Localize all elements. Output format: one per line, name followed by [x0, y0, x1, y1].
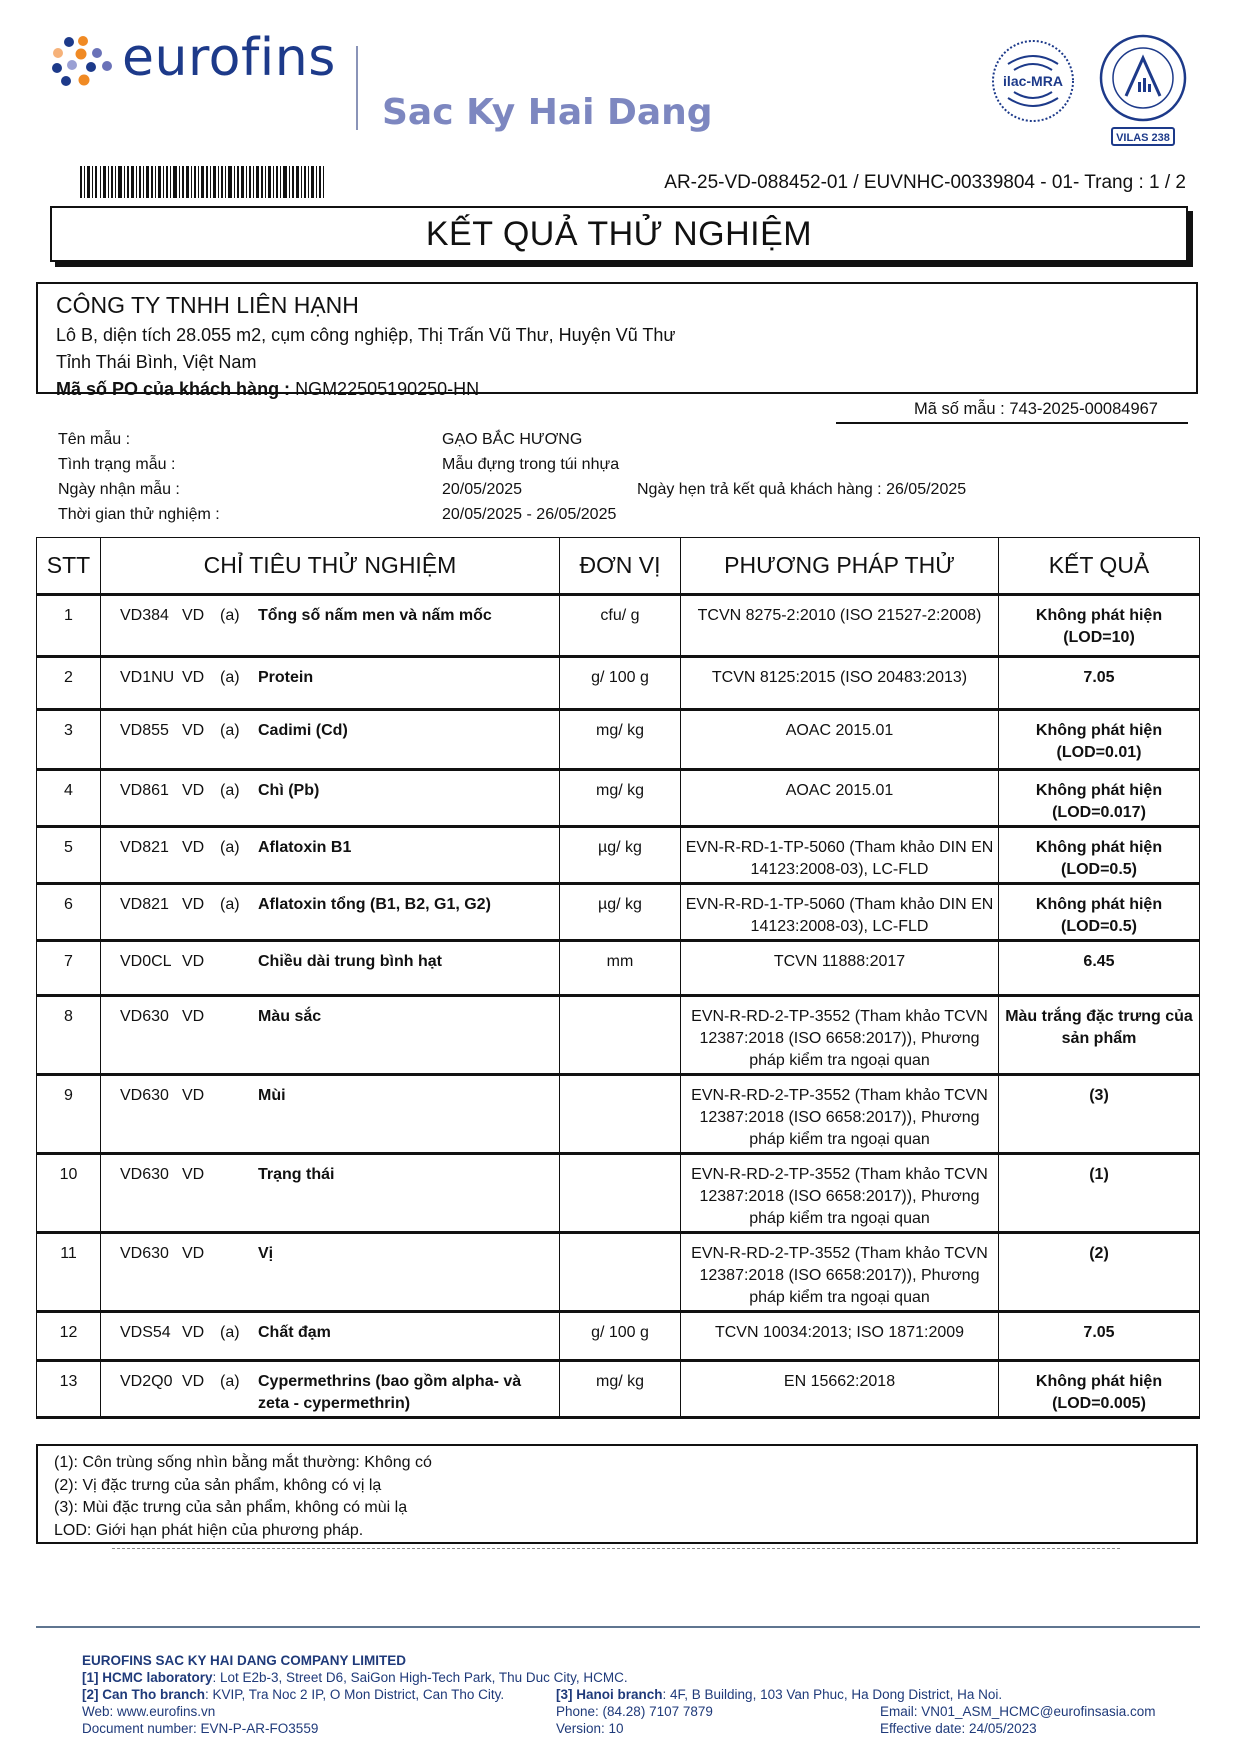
row-lab: VD [182, 1245, 205, 1262]
report-reference: AR-25-VD-088452-01 / EUVNHC-00339804 - 01- Trang : 1 / 2 [664, 172, 1186, 193]
row-accreditation-flag: (a) [220, 1324, 240, 1341]
notes-box [36, 1444, 1198, 1544]
footer-rule [36, 1626, 1200, 1628]
row-accreditation-flag: (a) [220, 896, 240, 913]
row-code: VD630 [120, 1087, 169, 1104]
row-unit: mg/ kg [560, 770, 681, 827]
row-unit [560, 1154, 681, 1233]
row-code: VD855 [120, 722, 169, 739]
row-code: VDS54 [120, 1324, 171, 1341]
row-parameter [101, 1233, 560, 1312]
row-stt: 13 [37, 1361, 101, 1418]
row-lab: VD [182, 607, 205, 624]
row-accreditation-flag [220, 1243, 258, 1265]
row-method: EVN-R-RD-2-TP-3552 (Tham khảo TCVN 12387:2018 (ISO 6658:2017)), Phương pháp kiểm tra ngoại quan [681, 1075, 999, 1154]
row-parameter-name: Chì (Pb) [258, 782, 320, 799]
row-result: Không phát hiện (LOD=10) [999, 595, 1200, 657]
row-accreditation-flag: (a) [220, 722, 240, 739]
row-parameter-name: Trạng thái [258, 1166, 335, 1183]
row-unit: cfu/ g [560, 595, 681, 657]
row-code: VD821 [120, 839, 169, 856]
client-address-1: Lô B, diện tích 28.055 m2, cụm công nghiệp, Thị Trấn Vũ Thư, Huyện Vũ Thư [56, 325, 676, 345]
test-period-label: Thời gian thử nghiệm : [58, 506, 220, 523]
row-method: TCVN 11888:2017 [681, 941, 999, 996]
row-lab: VD [182, 953, 205, 970]
row-accreditation-flag [220, 1085, 258, 1107]
row-parameter-name: Chất đạm [258, 1324, 331, 1341]
boa-accreditation-seal-icon [1094, 34, 1192, 148]
hcmc-label: [1] HCMC laboratory [82, 1670, 213, 1685]
row-unit [560, 1233, 681, 1312]
col-header-unit: ĐƠN VỊ [560, 538, 681, 595]
row-code: VD861 [120, 782, 169, 799]
row-result: (2) [999, 1233, 1200, 1312]
sample-code-underline [836, 422, 1188, 424]
row-method: EVN-R-RD-1-TP-5060 (Tham khảo DIN EN 14123:2008-03), LC-FLD [681, 827, 999, 884]
row-lab: VD [182, 1166, 205, 1183]
sample-condition-label: Tình trạng mẫu : [58, 456, 176, 473]
row-lab: VD [182, 896, 205, 913]
row-stt: 11 [37, 1233, 101, 1312]
row-unit: µg/ kg [560, 827, 681, 884]
row-code: VD821 [120, 896, 169, 913]
row-stt: 6 [37, 884, 101, 941]
footer-company: EUROFINS SAC KY HAI DANG COMPANY LIMITED [82, 1653, 407, 1668]
hcmc-address: : Lot E2b-3, Street D6, SaiGon High-Tech Park, Thu Duc City, HCMC. [212, 1670, 628, 1685]
row-result: Không phát hiện (LOD=0.5) [999, 884, 1200, 941]
ilac-mra-seal-icon [990, 38, 1076, 124]
row-parameter [101, 1075, 560, 1154]
row-lab: VD [182, 782, 205, 799]
row-method: EVN-R-RD-2-TP-3552 (Tham khảo TCVN 12387:2018 (ISO 6658:2017)), Phương pháp kiểm tra ngoại quan [681, 1233, 999, 1312]
table-row [37, 941, 1200, 996]
row-accreditation-flag: (a) [220, 669, 240, 686]
svg-text:VILAS 238: VILAS 238 [1116, 132, 1170, 144]
row-accreditation-flag: (a) [220, 607, 240, 624]
hanoi-label: [3] Hanoi branch [556, 1687, 663, 1702]
col-header-method: PHƯƠNG PHÁP THỬ [681, 538, 999, 595]
row-parameter-name: Tổng số nấm men và nấm mốc [258, 607, 492, 624]
row-code: VD2Q0 [120, 1373, 173, 1390]
results-table [36, 537, 1200, 1419]
row-unit: g/ 100 g [560, 657, 681, 710]
received-date-value: 20/05/2025 [442, 481, 523, 498]
row-result: Không phát hiện (LOD=0.5) [999, 827, 1200, 884]
table-row [37, 595, 1200, 657]
svg-text:ilac-MRA: ilac-MRA [1003, 73, 1063, 89]
row-parameter-name: Cypermethrins (bao gồm alpha- và zeta - cypermethrin) [258, 1373, 522, 1412]
barcode-icon [80, 166, 324, 198]
row-accreditation-flag [220, 1164, 258, 1186]
row-method: TCVN 8125:2015 (ISO 20483:2013) [681, 657, 999, 710]
due-date-value: 26/05/2025 [886, 481, 967, 498]
row-code: VD0CL [120, 953, 172, 970]
brand-subtitle: Sac Ky Hai Dang [382, 92, 713, 133]
row-parameter-name: Cadimi (Cd) [258, 722, 348, 739]
row-result: Không phát hiện (LOD=0.01) [999, 710, 1200, 770]
row-parameter [101, 710, 560, 770]
row-stt: 12 [37, 1312, 101, 1361]
row-parameter [101, 996, 560, 1075]
row-unit: mg/ kg [560, 710, 681, 770]
footer-effective-date: Effective date: 24/05/2023 [880, 1721, 1037, 1736]
eurofins-logo-icon [52, 36, 114, 92]
table-row [37, 1154, 1200, 1233]
row-stt: 10 [37, 1154, 101, 1233]
row-code: VD1NU [120, 669, 175, 686]
row-parameter [101, 657, 560, 710]
row-accreditation-flag: (a) [220, 839, 240, 856]
row-method: TCVN 10034:2013; ISO 1871:2009 [681, 1312, 999, 1361]
footer-email[interactable]: Email: VN01_ASM_HCMC@eurofinsasia.com [880, 1704, 1156, 1719]
row-unit: mm [560, 941, 681, 996]
brand-name: eurofins [122, 28, 336, 88]
po-label: Mã số PO của khách hàng : [56, 379, 291, 399]
table-row [37, 827, 1200, 884]
row-accreditation-flag: (a) [220, 782, 240, 799]
row-code: VD630 [120, 1008, 169, 1025]
table-header-row [37, 538, 1200, 595]
footer-hanoi [556, 1686, 1002, 1703]
row-method: EVN-R-RD-1-TP-5060 (Tham khảo DIN EN 14123:2008-03), LC-FLD [681, 884, 999, 941]
client-address-2: Tỉnh Thái Bình, Việt Nam [56, 352, 257, 372]
row-lab: VD [182, 1373, 205, 1390]
row-code: VD630 [120, 1166, 169, 1183]
row-stt: 2 [37, 657, 101, 710]
row-result: 7.05 [999, 657, 1200, 710]
table-row [37, 710, 1200, 770]
cantho-address: : KVIP, Tra Noc 2 IP, O Mon District, Can Tho City. [205, 1687, 505, 1702]
row-parameter [101, 827, 560, 884]
table-row [37, 657, 1200, 710]
row-stt: 5 [37, 827, 101, 884]
sample-name-value: GẠO BẮC HƯƠNG [442, 431, 583, 448]
row-parameter-name: Aflatoxin B1 [258, 839, 352, 856]
row-parameter [101, 941, 560, 996]
logo-divider [356, 46, 358, 130]
dashed-separator [112, 1548, 1120, 1549]
row-accreditation-flag [220, 1006, 258, 1028]
row-lab: VD [182, 722, 205, 739]
row-code: VD630 [120, 1245, 169, 1262]
table-row [37, 1075, 1200, 1154]
row-method: EVN-R-RD-2-TP-3552 (Tham khảo TCVN 12387:2018 (ISO 6658:2017)), Phương pháp kiểm tra ngoại quan [681, 996, 999, 1075]
due-date-label: Ngày hẹn trả kết quả khách hàng : [637, 481, 882, 498]
row-lab: VD [182, 669, 205, 686]
row-result: Màu trắng đặc trưng của sản phẩm [999, 996, 1200, 1075]
cantho-label: [2] Can Tho branch [82, 1687, 206, 1702]
row-unit [560, 996, 681, 1075]
sample-condition-value: Mẫu đựng trong túi nhựa [442, 456, 620, 473]
table-row [37, 1233, 1200, 1312]
test-period-value: 20/05/2025 - 26/05/2025 [442, 506, 617, 523]
row-parameter [101, 770, 560, 827]
row-result: Không phát hiện (LOD=0.005) [999, 1361, 1200, 1418]
row-parameter [101, 884, 560, 941]
po-value: NGM22505190250-HN [290, 379, 480, 399]
row-stt: 3 [37, 710, 101, 770]
row-method: AOAC 2015.01 [681, 710, 999, 770]
row-stt: 8 [37, 996, 101, 1075]
table-row [37, 770, 1200, 827]
row-stt: 4 [37, 770, 101, 827]
table-row [37, 996, 1200, 1075]
row-unit [560, 1075, 681, 1154]
note-1: (1): Côn trùng sống nhìn bằng mắt thường: Không có [54, 1454, 432, 1471]
row-unit: µg/ kg [560, 884, 681, 941]
row-lab: VD [182, 839, 205, 856]
footer-hcmc [82, 1669, 628, 1686]
page-title: KẾT QUẢ THỬ NGHIỆM [50, 206, 1188, 262]
table-row [37, 1361, 1200, 1418]
footer-phone: Phone: (84.28) 7107 7879 [556, 1704, 713, 1719]
table-row [37, 1312, 1200, 1361]
row-stt: 9 [37, 1075, 101, 1154]
col-header-result: KẾT QUẢ [999, 538, 1200, 595]
sample-code: Mã số mẫu : 743-2025-00084967 [913, 400, 1158, 418]
row-result: (1) [999, 1154, 1200, 1233]
row-parameter [101, 1154, 560, 1233]
row-unit: g/ 100 g [560, 1312, 681, 1361]
row-parameter-name: Aflatoxin tổng (B1, B2, G1, G2) [258, 896, 491, 913]
row-parameter-name: Màu sắc [258, 1008, 322, 1025]
row-parameter-name: Vị [258, 1245, 274, 1262]
footer-version: Version: 10 [556, 1721, 624, 1736]
footer-doc-number: Document number: EVN-P-AR-FO3559 [82, 1721, 319, 1736]
received-date-label: Ngày nhận mẫu : [58, 481, 180, 498]
row-result: Không phát hiện (LOD=0.017) [999, 770, 1200, 827]
row-parameter [101, 595, 560, 657]
row-parameter-name: Protein [258, 669, 314, 686]
note-2: (2): Vị đặc trưng của sản phẩm, không có vị lạ [54, 1476, 382, 1494]
row-stt: 1 [37, 595, 101, 657]
table-row [37, 884, 1200, 941]
row-method: AOAC 2015.01 [681, 770, 999, 827]
client-name: CÔNG TY TNHH LIÊN HẠNH [56, 292, 359, 318]
row-parameter-name: Mùi [258, 1087, 286, 1104]
due-date [637, 481, 966, 499]
row-method: TCVN 8275-2:2010 (ISO 21527-2:2008) [681, 595, 999, 657]
note-lod: LOD: Giới hạn phát hiện của phương pháp. [54, 1521, 364, 1539]
row-result: 7.05 [999, 1312, 1200, 1361]
row-code: VD384 [120, 607, 169, 624]
row-method: EVN-R-RD-2-TP-3552 (Tham khảo TCVN 12387:2018 (ISO 6658:2017)), Phương pháp kiểm tra ngoại quan [681, 1154, 999, 1233]
row-lab: VD [182, 1087, 205, 1104]
note-3: (3): Mùi đặc trưng của sản phẩm, không có mùi lạ [54, 1499, 408, 1516]
footer-cantho [82, 1686, 504, 1703]
row-lab: VD [182, 1324, 205, 1341]
footer-web[interactable]: Web: www.eurofins.vn [82, 1704, 216, 1719]
row-stt: 7 [37, 941, 101, 996]
row-method: EN 15662:2018 [681, 1361, 999, 1418]
row-result: 6.45 [999, 941, 1200, 996]
client-box [36, 282, 1198, 399]
col-header-stt: STT [37, 538, 101, 595]
row-parameter-name: Chiều dài trung bình hạt [258, 953, 442, 970]
row-accreditation-flag [220, 951, 258, 973]
hanoi-address: : 4F, B Building, 103 Van Phuc, Ha Dong District, Ha Noi. [662, 1687, 1003, 1702]
row-unit: mg/ kg [560, 1361, 681, 1418]
col-header-parameter: CHỈ TIÊU THỬ NGHIỆM [101, 538, 560, 595]
row-parameter [101, 1312, 560, 1361]
row-parameter [101, 1361, 560, 1418]
client-po [56, 379, 1178, 400]
row-result: (3) [999, 1075, 1200, 1154]
sample-name-label: Tên mẫu : [58, 431, 131, 448]
row-accreditation-flag: (a) [220, 1373, 240, 1390]
row-lab: VD [182, 1008, 205, 1025]
